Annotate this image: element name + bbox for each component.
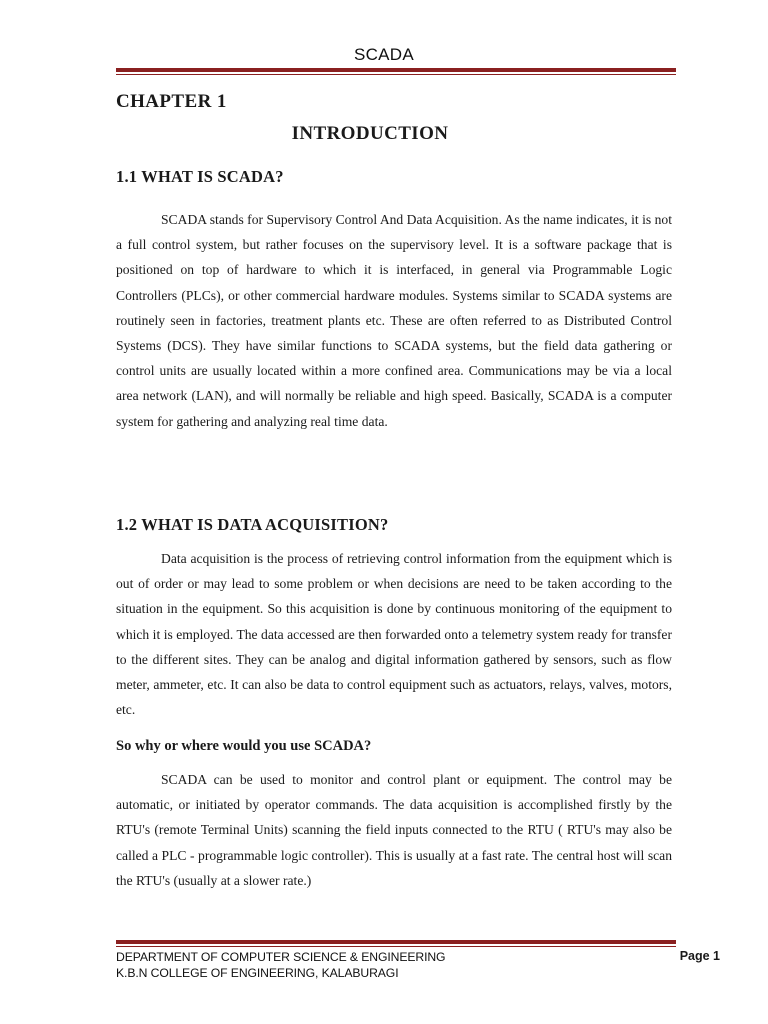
chapter-label: CHAPTER 1 [116, 91, 227, 112]
footer-rule-thick [116, 940, 676, 944]
page-number: Page 1 [679, 949, 720, 963]
section-heading-data-acquisition: 1.2 WHAT IS DATA ACQUISITION? [116, 515, 389, 534]
paragraph-why-use-scada: SCADA can be used to monitor and control plant or equipment. The control may be automatic, or initiated by operator commands. The data acquisition is accomplished firstly by the RTU's (remote Terminal Units) scanning the field inputs connected to the RTU ( RTU's may also be called a PLC - programmable logic controller). This is usually at a fast rate. The central host will scan the RTU's (usually at a slower rate.) [116, 772, 672, 888]
paragraph-data-acquisition: Data acquisition is the process of retrieving control information from the equipment which is out of order or may lead to some problem or when decisions are need to be taken according to the situation in the equipment. So this acquisition is done by continuous monitoring of the equipment to which it is employed. The data accessed are then forwarded onto a telemetry system ready for transfer to the different sites. They can be analog and digital information gathered by sensors, such as flow meter, ammeter, etc. It can also be data to control equipment such as actuators, relays, valves, motors, etc. [116, 551, 672, 718]
chapter-title: INTRODUCTION [291, 123, 449, 144]
subheading-why-use-scada: So why or where would you use SCADA? [116, 738, 372, 754]
header-rule-thick [116, 68, 676, 72]
paragraph-what-is-scada: SCADA stands for Supervisory Control And Data Acquisition. As the name indicates, it is not a full control system, but rather focuses on the supervisory level. It is a software package that is positioned on top of hardware to which it is interfaced, in general via Programmable Logic Controllers (PLCs), or other commercial hardware modules. Systems similar to SCADA systems are routinely seen in factories, treatment plants etc. These are often referred to as Distributed Control Systems (DCS). They have similar functions to SCADA systems, but the field data gathering or control units are usually located within a more confined area. Communications may be via a local area network (LAN), and will normally be reliable and high speed. Basically, SCADA is a computer system for gathering and analyzing real time data. [116, 212, 672, 429]
header-rule-thin [116, 74, 676, 75]
section-heading-what-is-scada: 1.1 WHAT IS SCADA? [116, 167, 284, 186]
footer-department: DEPARTMENT OF COMPUTER SCIENCE & ENGINEERING [116, 950, 446, 964]
footer-college: K.B.N COLLEGE OF ENGINEERING, KALABURAGI [116, 966, 399, 980]
footer-rule-thin [116, 946, 676, 947]
running-header-title: SCADA [353, 45, 415, 64]
